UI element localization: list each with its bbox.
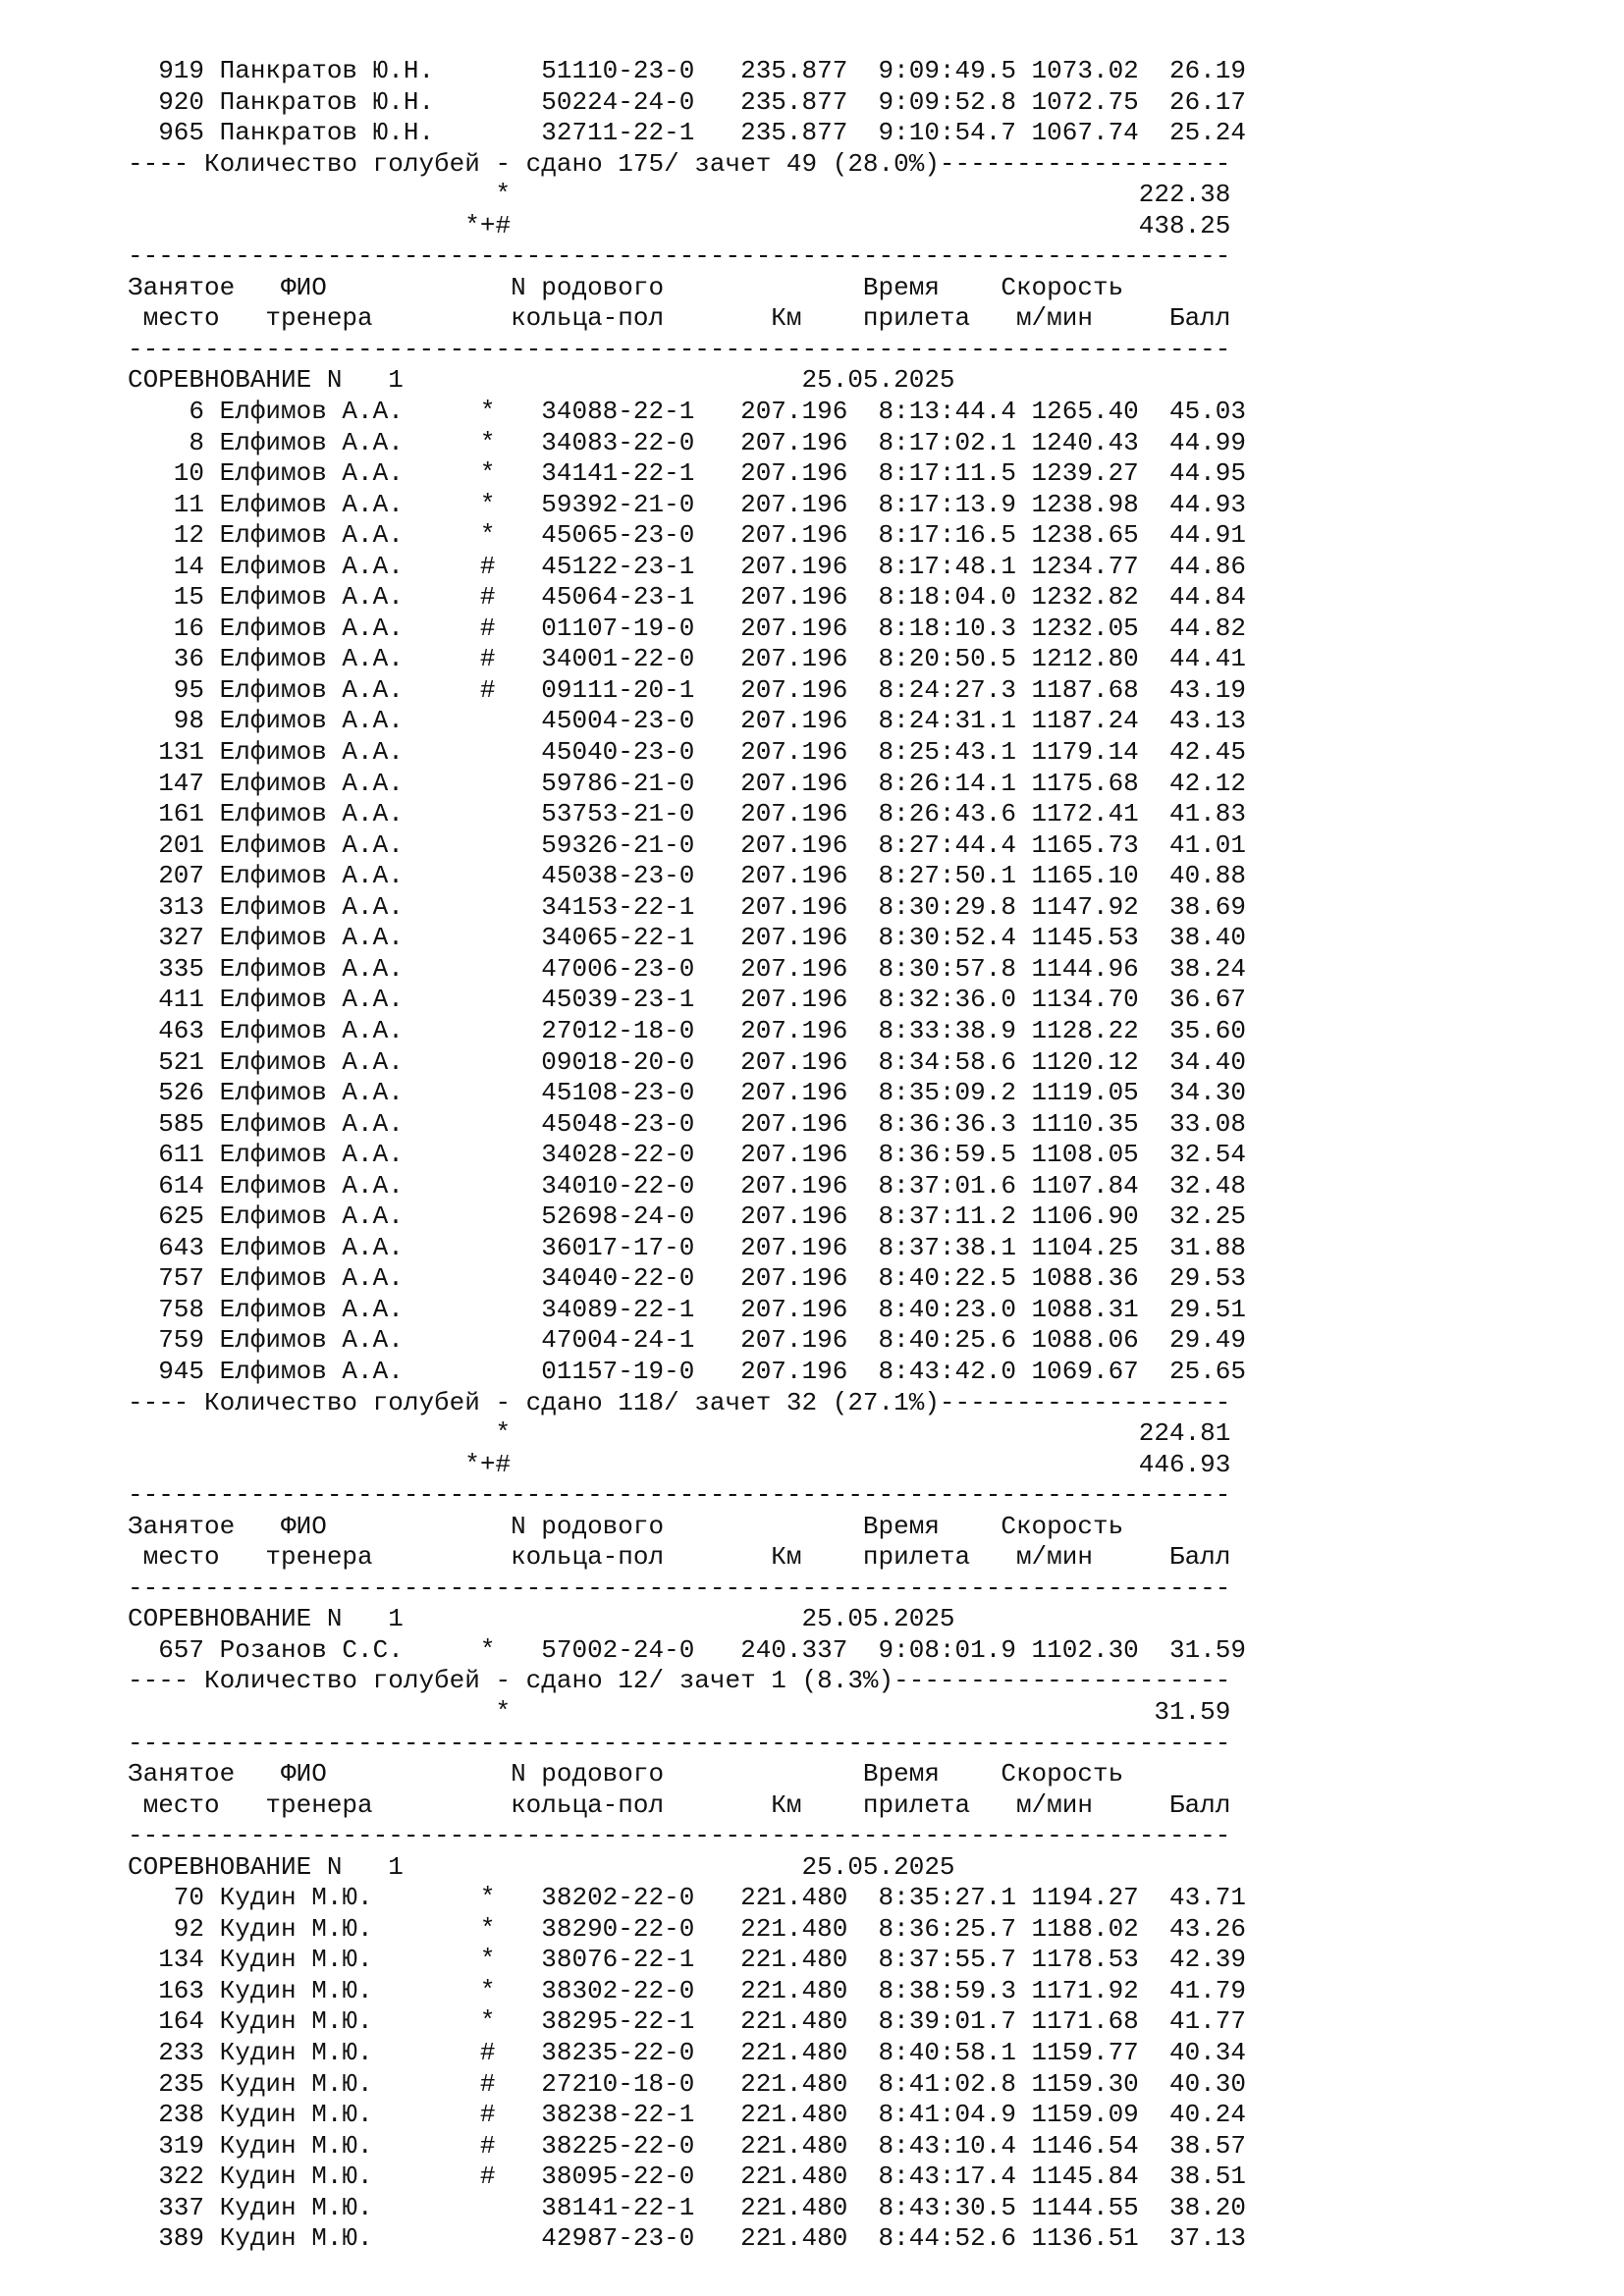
result-row: 463 Елфимов А.А. 27012-18-0 207.196 8:33:38.9 1128.22 35.60 — [128, 1015, 1246, 1045]
separator-line: ------------------------------------------------------------------------ — [128, 1728, 1231, 1758]
section-summary: ---- Количество голубей - сдано 175/ зачет 49 (28.0%)------------------- — [128, 148, 1231, 179]
result-row: 16 Елфимов А.А. # 01107-19-0 207.196 8:18:10.3 1232.05 44.82 — [128, 613, 1246, 643]
result-row: 70 Кудин М.Ю. * 38202-22-0 221.480 8:35:27.1 1194.27 43.71 — [128, 1883, 1246, 1913]
result-row: 161 Елфимов А.А. 53753-21-0 207.196 8:26:43.6 1172.41 41.83 — [128, 799, 1246, 829]
result-row: 163 Кудин М.Ю. * 38302-22-0 221.480 8:38:59.3 1171.92 41.79 — [128, 1975, 1246, 2005]
result-row: 8 Елфимов А.А. * 34083-22-0 207.196 8:17:02.1 1240.43 44.99 — [128, 427, 1246, 457]
result-row: 98 Елфимов А.А. 45004-23-0 207.196 8:24:31.1 1187.24 43.13 — [128, 706, 1246, 736]
result-row: 14 Елфимов А.А. # 45122-23-1 207.196 8:17:48.1 1234.77 44.86 — [128, 551, 1246, 581]
result-row: 36 Елфимов А.А. # 34001-22-0 207.196 8:20:50.5 1212.80 44.41 — [128, 644, 1246, 674]
result-row: 235 Кудин М.Ю. # 27210-18-0 221.480 8:41:02.8 1159.30 40.30 — [128, 2068, 1246, 2099]
race-results-report — [128, 56, 1246, 2255]
result-row: 389 Кудин М.Ю. 42987-23-0 221.480 8:44:52.6 1136.51 37.13 — [128, 2223, 1246, 2254]
result-row: 965 Панкратов Ю.Н. 32711-22-1 235.877 9:10:54.7 1067.74 25.24 — [128, 118, 1246, 148]
column-header: Занятое ФИО N родового Время Скорость — [128, 1759, 1124, 1789]
result-row: 758 Елфимов А.А. 34089-22-1 207.196 8:40:23.0 1088.31 29.51 — [128, 1294, 1246, 1324]
result-row: 657 Розанов С.С. * 57002-24-0 240.337 9:08:01.9 1102.30 31.59 — [128, 1634, 1246, 1665]
result-row: 759 Елфимов А.А. 47004-24-1 207.196 8:40:25.6 1088.06 29.49 — [128, 1325, 1246, 1356]
result-row: 10 Елфимов А.А. * 34141-22-1 207.196 8:17:11.5 1239.27 44.95 — [128, 458, 1246, 489]
result-row: 319 Кудин М.Ю. # 38225-22-0 221.480 8:43:10.4 1146.54 38.57 — [128, 2130, 1246, 2161]
result-row: 521 Елфимов А.А. 09018-20-0 207.196 8:34:58.6 1120.12 34.40 — [128, 1046, 1246, 1077]
points-total: *+# 438.25 — [128, 210, 1231, 240]
result-row: 11 Елфимов А.А. * 59392-21-0 207.196 8:17:13.9 1238.98 44.93 — [128, 489, 1246, 519]
result-row: 920 Панкратов Ю.Н. 50224-24-0 235.877 9:09:52.8 1072.75 26.17 — [128, 86, 1246, 117]
result-row: 526 Елфимов А.А. 45108-23-0 207.196 8:35:09.2 1119.05 34.30 — [128, 1078, 1246, 1108]
result-row: 945 Елфимов А.А. 01157-19-0 207.196 8:43:42.0 1069.67 25.65 — [128, 1356, 1246, 1386]
result-row: 95 Елфимов А.А. # 09111-20-1 207.196 8:24:27.3 1187.68 43.19 — [128, 674, 1246, 705]
result-row: 411 Елфимов А.А. 45039-23-1 207.196 8:32:36.0 1134.70 36.67 — [128, 985, 1246, 1015]
separator-line: ------------------------------------------------------------------------ — [128, 1821, 1231, 1851]
section-summary: ---- Количество голубей - сдано 12/ зачет 1 (8.3%)---------------------- — [128, 1666, 1231, 1696]
result-row: 92 Кудин М.Ю. * 38290-22-0 221.480 8:36:25.7 1188.02 43.26 — [128, 1913, 1246, 1944]
result-row: 585 Елфимов А.А. 45048-23-0 207.196 8:36:36.3 1110.35 33.08 — [128, 1108, 1246, 1139]
column-header: место тренера кольца-пол Км прилета м/мин Балл — [128, 1789, 1231, 1820]
points-total: *+# 446.93 — [128, 1449, 1231, 1479]
result-row: 614 Елфимов А.А. 34010-22-0 207.196 8:37:01.6 1107.84 32.48 — [128, 1170, 1246, 1201]
result-row: 12 Елфимов А.А. * 45065-23-0 207.196 8:17:16.5 1238.65 44.91 — [128, 520, 1246, 551]
column-header: место тренера кольца-пол Км прилета м/мин Балл — [128, 303, 1231, 334]
result-row: 15 Елфимов А.А. # 45064-23-1 207.196 8:18:04.0 1232.82 44.84 — [128, 582, 1246, 613]
column-header: место тренера кольца-пол Км прилета м/мин Балл — [128, 1542, 1231, 1573]
result-row: 134 Кудин М.Ю. * 38076-22-1 221.480 8:37:55.7 1178.53 42.39 — [128, 1945, 1246, 1975]
result-row: 6 Елфимов А.А. * 34088-22-1 207.196 8:13:44.4 1265.40 45.03 — [128, 397, 1246, 427]
section-summary: ---- Количество голубей - сдано 118/ зачет 32 (27.1%)------------------- — [128, 1387, 1231, 1417]
competition-header: СОРЕВНОВАНИЕ N 1 25.05.2025 — [128, 1851, 955, 1882]
result-row: 322 Кудин М.Ю. # 38095-22-0 221.480 8:43:17.4 1145.84 38.51 — [128, 2162, 1246, 2192]
result-row: 233 Кудин М.Ю. # 38235-22-0 221.480 8:40:58.1 1159.77 40.34 — [128, 2038, 1246, 2067]
column-header: Занятое ФИО N родового Время Скорость — [128, 1511, 1124, 1541]
result-row: 335 Елфимов А.А. 47006-23-0 207.196 8:30:57.8 1144.96 38.24 — [128, 953, 1246, 984]
result-row: 611 Елфимов А.А. 34028-22-0 207.196 8:36:59.5 1108.05 32.54 — [128, 1140, 1246, 1170]
competition-header: СОРЕВНОВАНИЕ N 1 25.05.2025 — [128, 365, 955, 396]
result-row: 313 Елфимов А.А. 34153-22-1 207.196 8:30:29.8 1147.92 38.69 — [128, 891, 1246, 922]
result-row: 919 Панкратов Ю.Н. 51110-23-0 235.877 9:09:49.5 1073.02 26.19 — [128, 56, 1246, 85]
result-row: 238 Кудин М.Ю. # 38238-22-1 221.480 8:41:04.9 1159.09 40.24 — [128, 2100, 1246, 2130]
competition-header: СОРЕВНОВАНИЕ N 1 25.05.2025 — [128, 1604, 955, 1634]
column-header: Занятое ФИО N родового Время Скорость — [128, 272, 1124, 302]
result-row: 164 Кудин М.Ю. * 38295-22-1 221.480 8:39:01.7 1171.68 41.77 — [128, 2006, 1246, 2037]
result-row: 625 Елфимов А.А. 52698-24-0 207.196 8:37:11.2 1106.90 32.25 — [128, 1201, 1246, 1232]
result-row: 147 Елфимов А.А. 59786-21-0 207.196 8:26:14.1 1175.68 42.12 — [128, 768, 1246, 798]
separator-line: ------------------------------------------------------------------------ — [128, 1573, 1231, 1603]
result-row: 337 Кудин М.Ю. 38141-22-1 221.480 8:43:30.5 1144.55 38.20 — [128, 2192, 1246, 2222]
separator-line: ------------------------------------------------------------------------ — [128, 1480, 1231, 1511]
separator-line: ------------------------------------------------------------------------ — [128, 241, 1231, 272]
points-total: * 31.59 — [128, 1696, 1231, 1727]
result-row: 643 Елфимов А.А. 36017-17-0 207.196 8:37:38.1 1104.25 31.88 — [128, 1232, 1246, 1262]
points-total: * 222.38 — [128, 180, 1231, 210]
separator-line: ------------------------------------------------------------------------ — [128, 334, 1231, 364]
points-total: * 224.81 — [128, 1418, 1231, 1449]
result-row: 757 Елфимов А.А. 34040-22-0 207.196 8:40:22.5 1088.36 29.53 — [128, 1263, 1246, 1294]
result-row: 207 Елфимов А.А. 45038-23-0 207.196 8:27:50.1 1165.10 40.88 — [128, 861, 1246, 891]
result-row: 201 Елфимов А.А. 59326-21-0 207.196 8:27:44.4 1165.73 41.01 — [128, 829, 1246, 860]
result-row: 327 Елфимов А.А. 34065-22-1 207.196 8:30:52.4 1145.53 38.40 — [128, 923, 1246, 953]
result-row: 131 Елфимов А.А. 45040-23-0 207.196 8:25:43.1 1179.14 42.45 — [128, 737, 1246, 768]
